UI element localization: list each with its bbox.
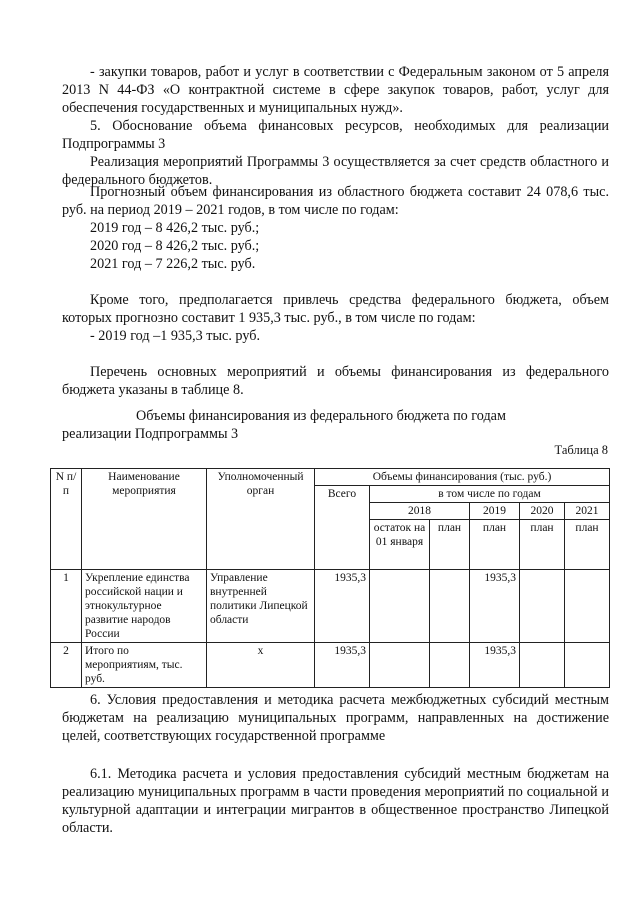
row-2018-plan xyxy=(430,570,470,643)
section-5-heading: 5. Обоснование объема финансовых ресурсов, необходимых для реализации Подпрограммы 3 xyxy=(62,118,609,152)
year-2019-amount: 2019 год – 8 426,2 тыс. руб.; xyxy=(90,220,260,236)
row-2021-plan xyxy=(565,570,610,643)
table-number: Таблица 8 xyxy=(554,443,608,457)
row-organ: х xyxy=(207,643,315,688)
table-row xyxy=(51,570,610,643)
row-2018-rest xyxy=(370,570,430,643)
row-2018-plan xyxy=(430,643,470,688)
row-num: 1 xyxy=(51,570,82,643)
row-2020-plan xyxy=(520,643,565,688)
paragraph-regional-forecast: Прогнозный объем финансирования из областного бюджета составит 24 078,6 тыс. руб. на период 2019 – 2021 годов, в том числе по годам: xyxy=(62,184,609,218)
header-year-2020: 2020 xyxy=(520,503,565,520)
table-caption-line-1: Объемы финансирования из федерального бюджета по годам xyxy=(136,408,506,424)
paragraph-6-1: 6.1. Методика расчета и условия предоставления субсидий местным бюджетам на реализацию муниципальных программ в части проведения мероприятий по социальной и культурной адаптации и интеграции мигрантов в общественное пространство Липецкой области. xyxy=(62,766,609,836)
header-num: N п/п xyxy=(51,469,82,570)
row-2018-rest xyxy=(370,643,430,688)
year-2020-amount: 2020 год – 8 426,2 тыс. руб.; xyxy=(90,238,260,254)
header-name: Наименование мероприятия xyxy=(82,469,207,570)
row-2021-plan xyxy=(565,643,610,688)
header-year-2018: 2018 xyxy=(370,503,470,520)
row-total: 1935,3 xyxy=(315,570,370,643)
header-year-2019: 2019 xyxy=(470,503,520,520)
row-organ: Управление внутренней политики Липецкой области xyxy=(207,570,315,643)
row-2019-plan: 1935,3 xyxy=(470,570,520,643)
header-2018-plan: план xyxy=(430,520,470,570)
section-6-heading: 6. Условия предоставления и методика расчета межбюджетных субсидий местным бюджетам на реализацию муниципальных программ, направленных на достижение целей, соответствующих государственной программе xyxy=(62,692,609,744)
header-volumes: Объемы финансирования (тыс. руб.) xyxy=(315,469,610,486)
header-2019-plan: план xyxy=(470,520,520,570)
federal-2019-amount: - 2019 год –1 935,3 тыс. руб. xyxy=(90,328,261,344)
paragraph-implementation: Реализация мероприятий Программы 3 осуществляется за счет средств областного и федерального бюджетов. xyxy=(62,154,609,188)
header-including-years: в том числе по годам xyxy=(370,486,610,503)
header-total: Всего xyxy=(315,486,370,570)
paragraph-table-reference: Перечень основных мероприятий и объемы финансирования из федерального бюджета указаны в таблице 8. xyxy=(62,364,609,398)
table-header-row-1 xyxy=(51,469,610,486)
row-name: Укрепление единства российской нации и этнокультурное развитие народов России xyxy=(82,570,207,643)
header-2020-plan: план xyxy=(520,520,565,570)
header-year-2021: 2021 xyxy=(565,503,610,520)
header-organ: Уполномоченный орган xyxy=(207,469,315,570)
row-2020-plan xyxy=(520,570,565,643)
header-2021-plan: план xyxy=(565,520,610,570)
row-2019-plan: 1935,3 xyxy=(470,643,520,688)
header-2018-rest: остаток на 01 января xyxy=(370,520,430,570)
table-caption-line-2: реализации Подпрограммы 3 xyxy=(62,426,239,442)
financing-table xyxy=(50,468,610,688)
row-name: Итого по мероприятиям, тыс. руб. xyxy=(82,643,207,688)
row-total: 1935,3 xyxy=(315,643,370,688)
year-2021-amount: 2021 год – 7 226,2 тыс. руб. xyxy=(90,256,256,272)
paragraph-federal-forecast: Кроме того, предполагается привлечь средства федерального бюджета, объем которых прогнозно составит 1 935,3 тыс. руб., в том числе по годам: xyxy=(62,292,609,326)
table-row xyxy=(51,643,610,688)
paragraph-procurement: - закупки товаров, работ и услуг в соответствии с Федеральным законом от 5 апреля 2013 N 44-ФЗ «О контрактной системе в сфере закупок товаров, работ, услуг для обеспечения государственных и муниципальных нужд». xyxy=(62,64,609,116)
row-num: 2 xyxy=(51,643,82,688)
